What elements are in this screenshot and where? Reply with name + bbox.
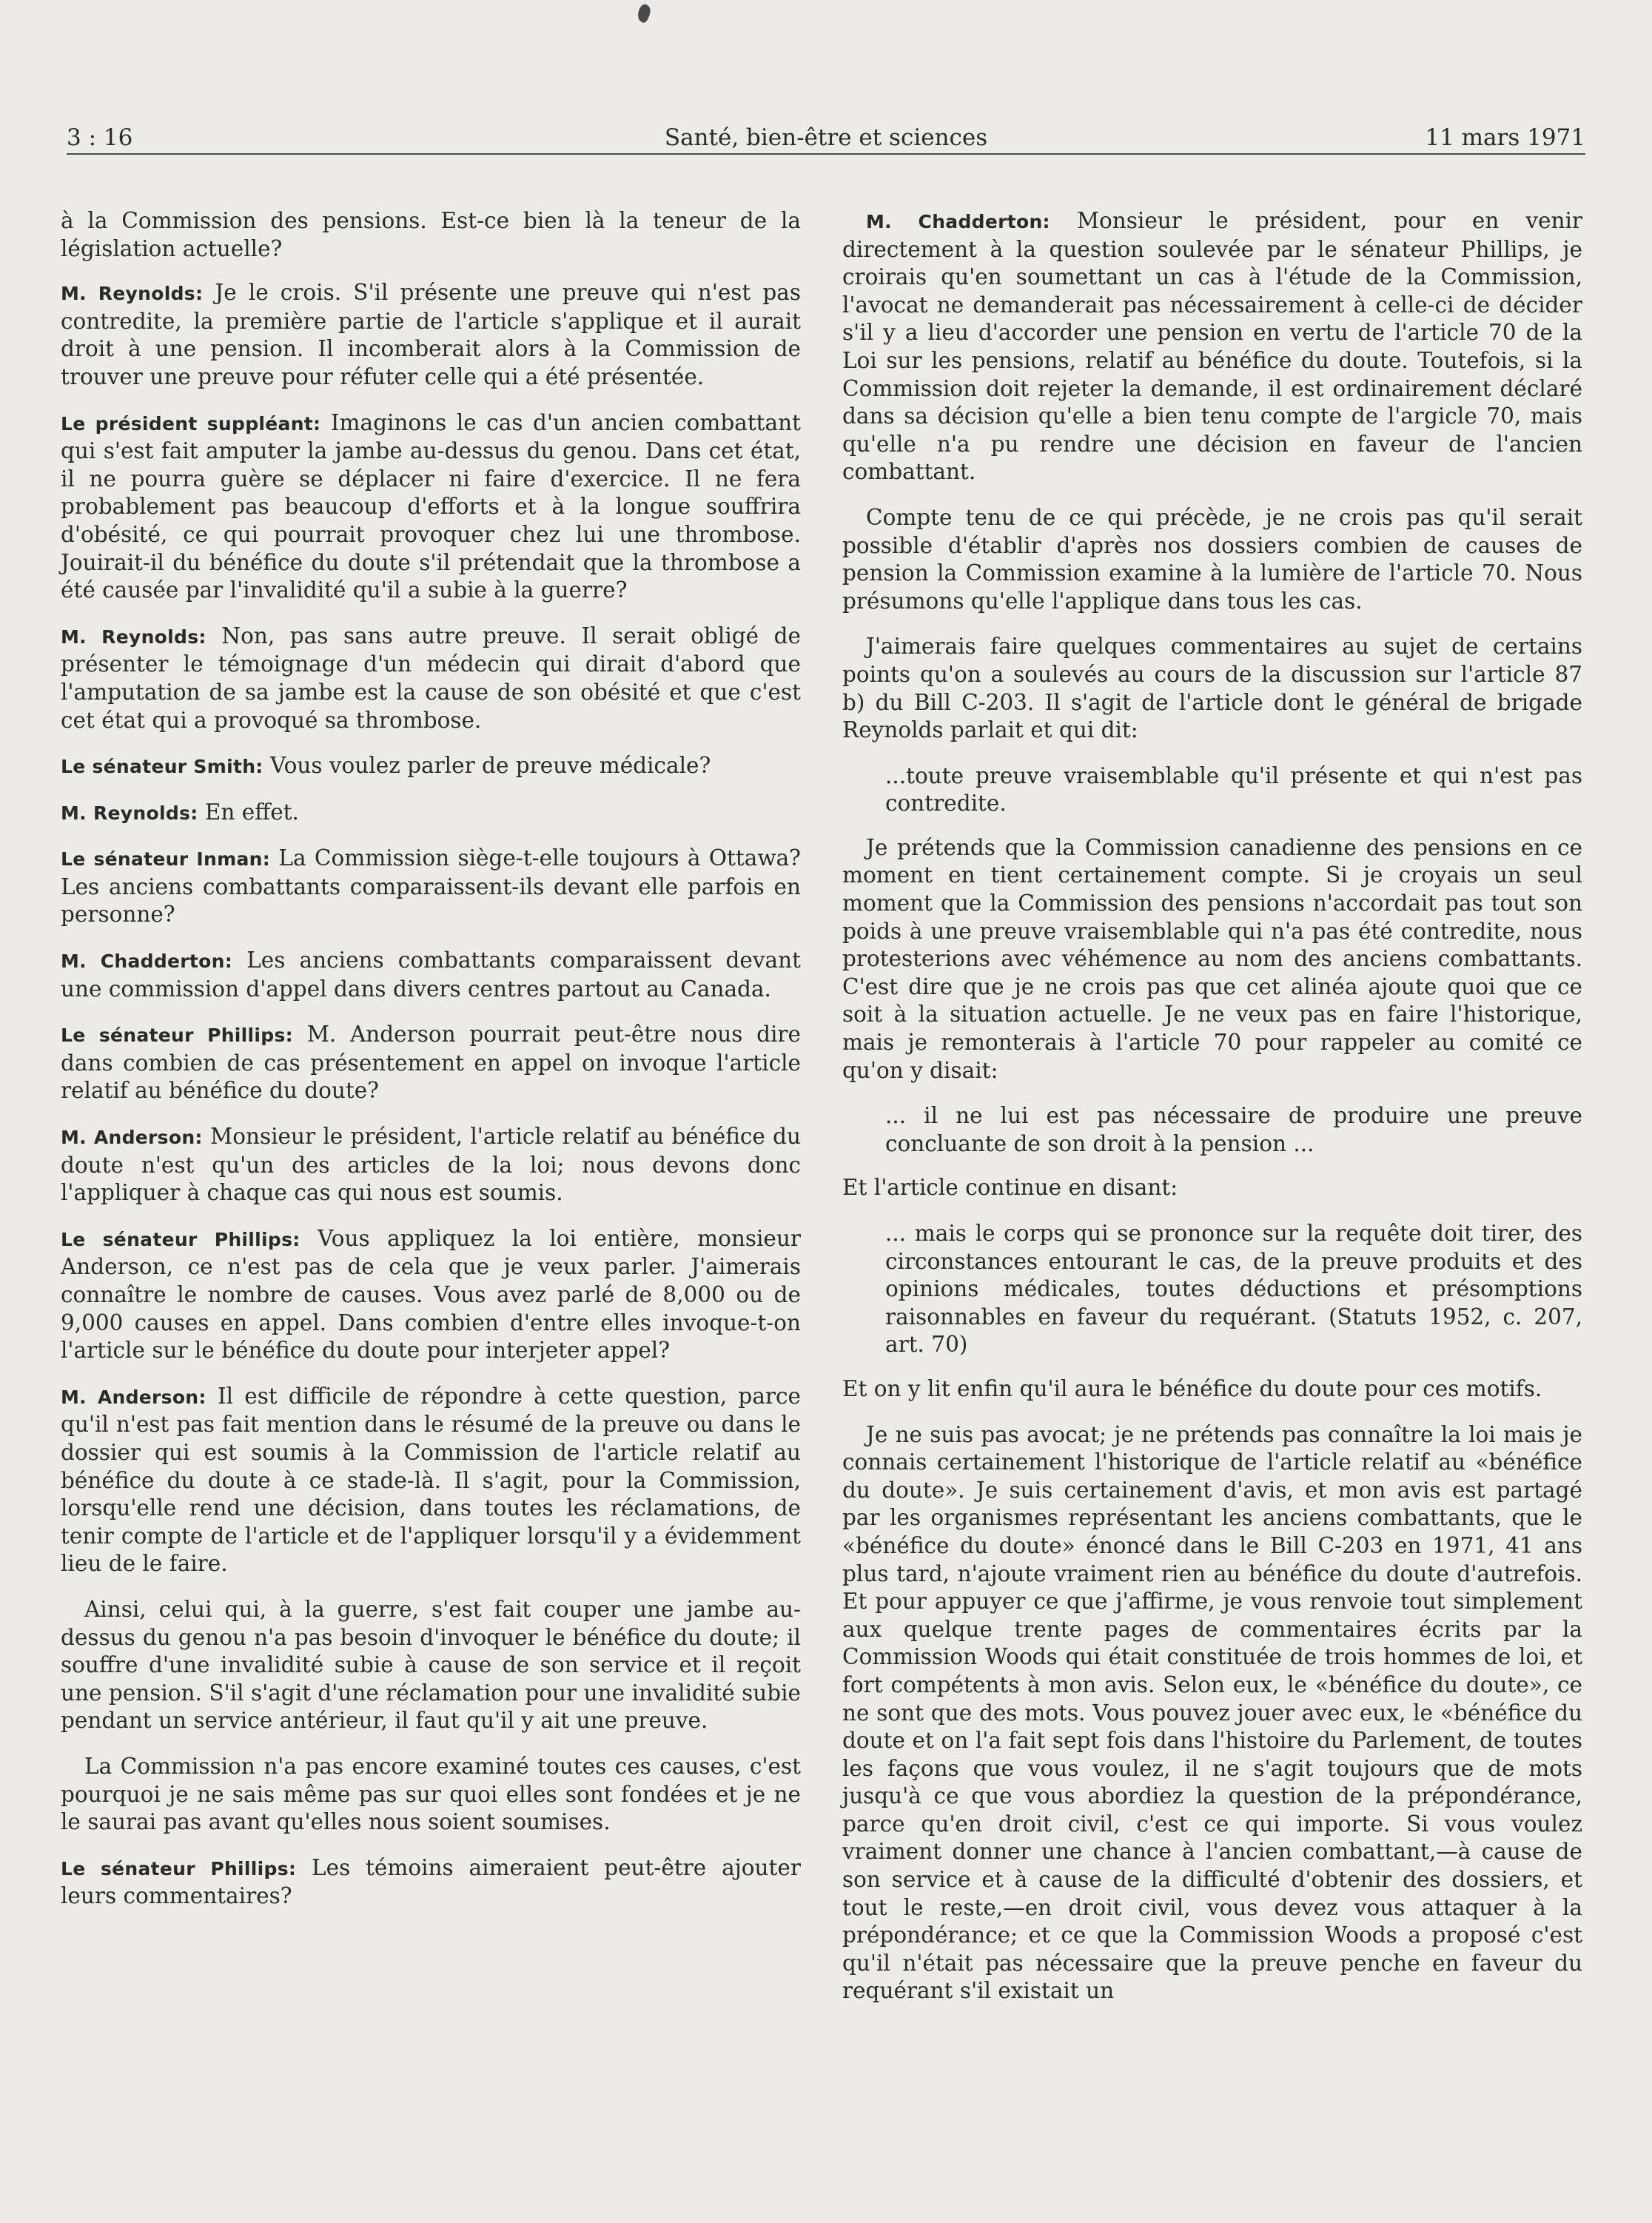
left-column [61, 207, 801, 1928]
paragraph: La Commission n'a pas encore examiné toutes ces causes, c'est pourquoi je ne sais même pas sur quoi elles sont fondées et je ne le saurai pas avant qu'elles nous soient soumises. [61, 1753, 801, 1835]
paragraph: J'aimerais faire quelques commentaires au sujet de certains points qu'on a soulevés au cours de la discussion sur l'article 87 b) du Bill C-203. Il s'agit de l'article dont le général de brigade Reynolds parlait et qui dit: [842, 634, 1582, 743]
speaker-name: Le sénateur Phillips: [61, 1228, 300, 1250]
paragraph: Et on y lit enfin qu'il aura le bénéfice du doute pour ces motifs. [842, 1375, 1542, 1401]
paragraph: M. Anderson: Monsieur le président, l'article relatif au bénéfice du doute n'est qu'un des articles de la loi; nous devons donc l'appliquer à chaque cas qui nous est soumis. [61, 1124, 801, 1206]
speaker-name: M. Anderson: [61, 1127, 203, 1149]
paragraph: M. Reynolds: Je le crois. S'il présente une preuve qui n'est pas contredite, la première partie de l'article s'applique et il aurait droit à une pension. Il incomberait alors à la Commission de trouver une preuve pour réfuter celle qui a été présentée. [61, 280, 801, 389]
paragraph: Le sénateur Smith: Vous voulez parler de preuve médicale? [61, 753, 711, 779]
speaker-name: M. Reynolds: [61, 283, 204, 305]
paragraph: Le sénateur Phillips: Vous appliquez la loi entière, monsieur Anderson, ce n'est pas de cela que je veux parler. J'aimerais connaître le nombre de causes. Vous avez parlé de 8,000 ou de 9,000 causes en appel. Dans combien d'entre elles invoque-t-on l'article sur le bénéfice du doute pour interjeter appel? [61, 1225, 801, 1364]
page-header [67, 120, 1585, 157]
paragraph: Le sénateur Inman: La Commission siège-t-elle toujours à Ottawa? Les anciens combattants comparaissent-ils devant elle parfois en personne? [61, 845, 801, 928]
speaker-name: M. Chadderton: [866, 211, 1050, 232]
paragraph: Je prétends que la Commission canadienne des pensions en ce moment en tient certainement compte. Si je croyais un seul moment que la Commission des pensions n'accordait pas tout son poids à une preuve vraisemblable qui n'a pas été contredite, nous protesterions avec véhémence au nom des anciens combattants. C'est dire que je ne crois pas que cet alinéa ajoute quoi que ce soit à la situation actuelle. Je ne veux pas en faire l'historique, mais je remonterais à l'article 70 pour rappeler au comité ce qu'on y disait: [842, 834, 1582, 1083]
ink-mark [635, 3, 654, 24]
paragraph: M. Reynolds: En effet. [61, 799, 299, 825]
quotation: ... mais le corps qui se prononce sur la requête doit tirer, des circonstances entourant le cas, de la preuve produits et des opinions médicales, toutes déductions et présomptions raisonnables en faveur du requérant. (Statuts 1952, c. 207, art. 70) [885, 1221, 1582, 1358]
paragraph: Le sénateur Phillips: Les témoins aimeraient peut-être ajouter leurs commentaires? [61, 1854, 801, 1909]
page-number: 3 : 16 [67, 124, 133, 151]
speaker-name: M. Reynolds: [61, 802, 198, 824]
speaker-name: Le sénateur Smith: [61, 756, 263, 778]
speaker-name: Le sénateur Phillips: [61, 1025, 293, 1047]
header-rule [67, 153, 1585, 155]
paragraph: Je ne suis pas avocat; je ne prétends pas connaître la loi mais je connais certainement l'historique de l'article relatif au «bénéfice du doute». Je suis certainement d'avis, et mon avis est partagé par les organismes représentant les anciens combattants, que le «bénéfice du doute» énoncé dans le Bill C-203 en 1971, 41 ans plus tard, n'ajoute vraiment rien au bénéfice du doute d'autrefois. Et pour appuyer ce que j'affirme, je vous renvoie tout simplement aux quelque trente pages de commentaires écrits par la Commission Woods qui était constituée de trois hommes de loi, et fort compétents à mon avis. Selon eux, le «bénéfice du doute», ce ne sont que des mots. Vous pouvez jouer avec eux, le «bénéfice du doute et on l'a fait sept fois dans l'histoire du Parlement, de toutes les façons que vous voulez, il ne s'agit toujours que de mots jusqu'à ce que vous abordiez la question de la prépondérance, parce qu'en droit civil, c'est ce qui importe. Si vous voulez vraiment donner une chance à l'ancien combattant,—à cause de son service et à cause de la difficulté d'obtenir des dossiers, et tout le reste,—en droit civil, vous devez vous attaquer à la prépondérance; et ce que la Commission Woods a proposé c'est qu'il n'était pas nécessaire que la preuve penche en faveur du requérant s'il existait un [842, 1421, 1582, 2004]
paragraph: M. Reynolds: Non, pas sans autre preuve. Il serait obligé de présenter le témoignage d'un médecin qui dirait d'abord que l'amputation de sa jambe est la cause de son obésité et que c'est cet état qui a provoqué sa thrombose. [61, 623, 802, 733]
speaker-name: M. Reynolds: [61, 626, 206, 648]
speaker-name: Le sénateur Phillips: [61, 1857, 297, 1880]
paragraph: Le président suppléant: Imaginons le cas d'un ancien combattant qui s'est fait amputer la jambe au-dessus du genou. Dans cet état, il ne pourra guère se déplacer ni faire d'exercice. Il ne fera probablement pas beaucoup d'efforts et à la longue souffrira d'obésité, ce qui pourrait provoquer chez lui une thrombose. Jouirait-il du bénéfice du doute s'il prétendait que la thrombose a été causée par l'invalidité qu'il a subie à la guerre? [61, 409, 801, 603]
speaker-name: M. Chadderton: [61, 950, 233, 973]
paragraph: M. Anderson: Il est difficile de répondre à cette question, parce qu'il n'est pas fait mention dans le résumé de la preuve ou dans le dossier qui est soumis à la Commission de l'article relatif au bénéfice du doute à ce stade-là. Il s'agit, pour la Commission, lorsqu'elle rend une décision, dans toutes les réclamations, de tenir compte de l'article et de l'appliquer lorsqu'il y a évidemment lieu de le faire. [61, 1383, 801, 1577]
header-date: 11 mars 1971 [1425, 124, 1585, 151]
paragraph: Compte tenu de ce qui précède, je ne crois pas qu'il serait possible d'établir d'après nos dossiers combien de causes de pension la Commission examine à la lumière de l'article 70. Nous présumons qu'elle l'applique dans tous les cas. [842, 504, 1582, 614]
quotation: ... il ne lui est pas nécessaire de produire une preuve concluante de son droit à la pension ... [885, 1103, 1582, 1156]
speaker-name: Le président suppléant: [61, 412, 321, 435]
paragraph: Le sénateur Phillips: M. Anderson pourrait peut-être nous dire dans combien de cas présentement en appel on invoque l'article relatif au bénéfice du doute? [61, 1022, 801, 1104]
paragraph: M. Chadderton: Monsieur le président, pour en venir directement à la question soulevée par le sénateur Phillips, je croirais qu'en soumettant un cas à l'étude de la Commission, l'avocat ne demanderait pas nécessairement à celle-ci de décider s'il y a lieu d'accorder une pension en vertu de l'article 70 de la Loi sur les pensions, relatif au bénéfice du doute. Toutefois, si la Commission doit rejeter la demande, il est ordinairement déclaré dans sa décision qu'elle a bien tenu compte de l'argicle 70, mais qu'elle n'a pu rendre une décision en faveur de l'ancien combattant. [842, 208, 1582, 485]
right-column [842, 207, 1582, 2023]
speaker-name: Le sénateur Inman: [61, 848, 271, 871]
running-title: Santé, bien-être et sciences [664, 124, 988, 151]
speaker-name: M. Anderson: [61, 1386, 206, 1408]
paragraph: M. Chadderton: Les anciens combattants comparaissent devant une commission d'appel dans divers centres partout au Canada. [61, 948, 801, 1002]
paragraph: Ainsi, celui qui, à la guerre, s'est fait couper une jambe au-dessus du genou n'a pas besoin d'invoquer le bénéfice du doute; il souffre d'une invalidité subie à cause de son service et il reçoit une pension. S'il s'agit d'une réclamation pour une invalidité subie pendant un service antérieur, il faut qu'il y ait une preuve. [61, 1596, 801, 1734]
quotation: ...toute preuve vraisemblable qu'il présente et qui n'est pas contredite. [885, 762, 1582, 817]
paragraph: à la Commission des pensions. Est-ce bien là la teneur de la législation actuelle? [61, 208, 801, 261]
paragraph: Et l'article continue en disant: [842, 1175, 1178, 1201]
